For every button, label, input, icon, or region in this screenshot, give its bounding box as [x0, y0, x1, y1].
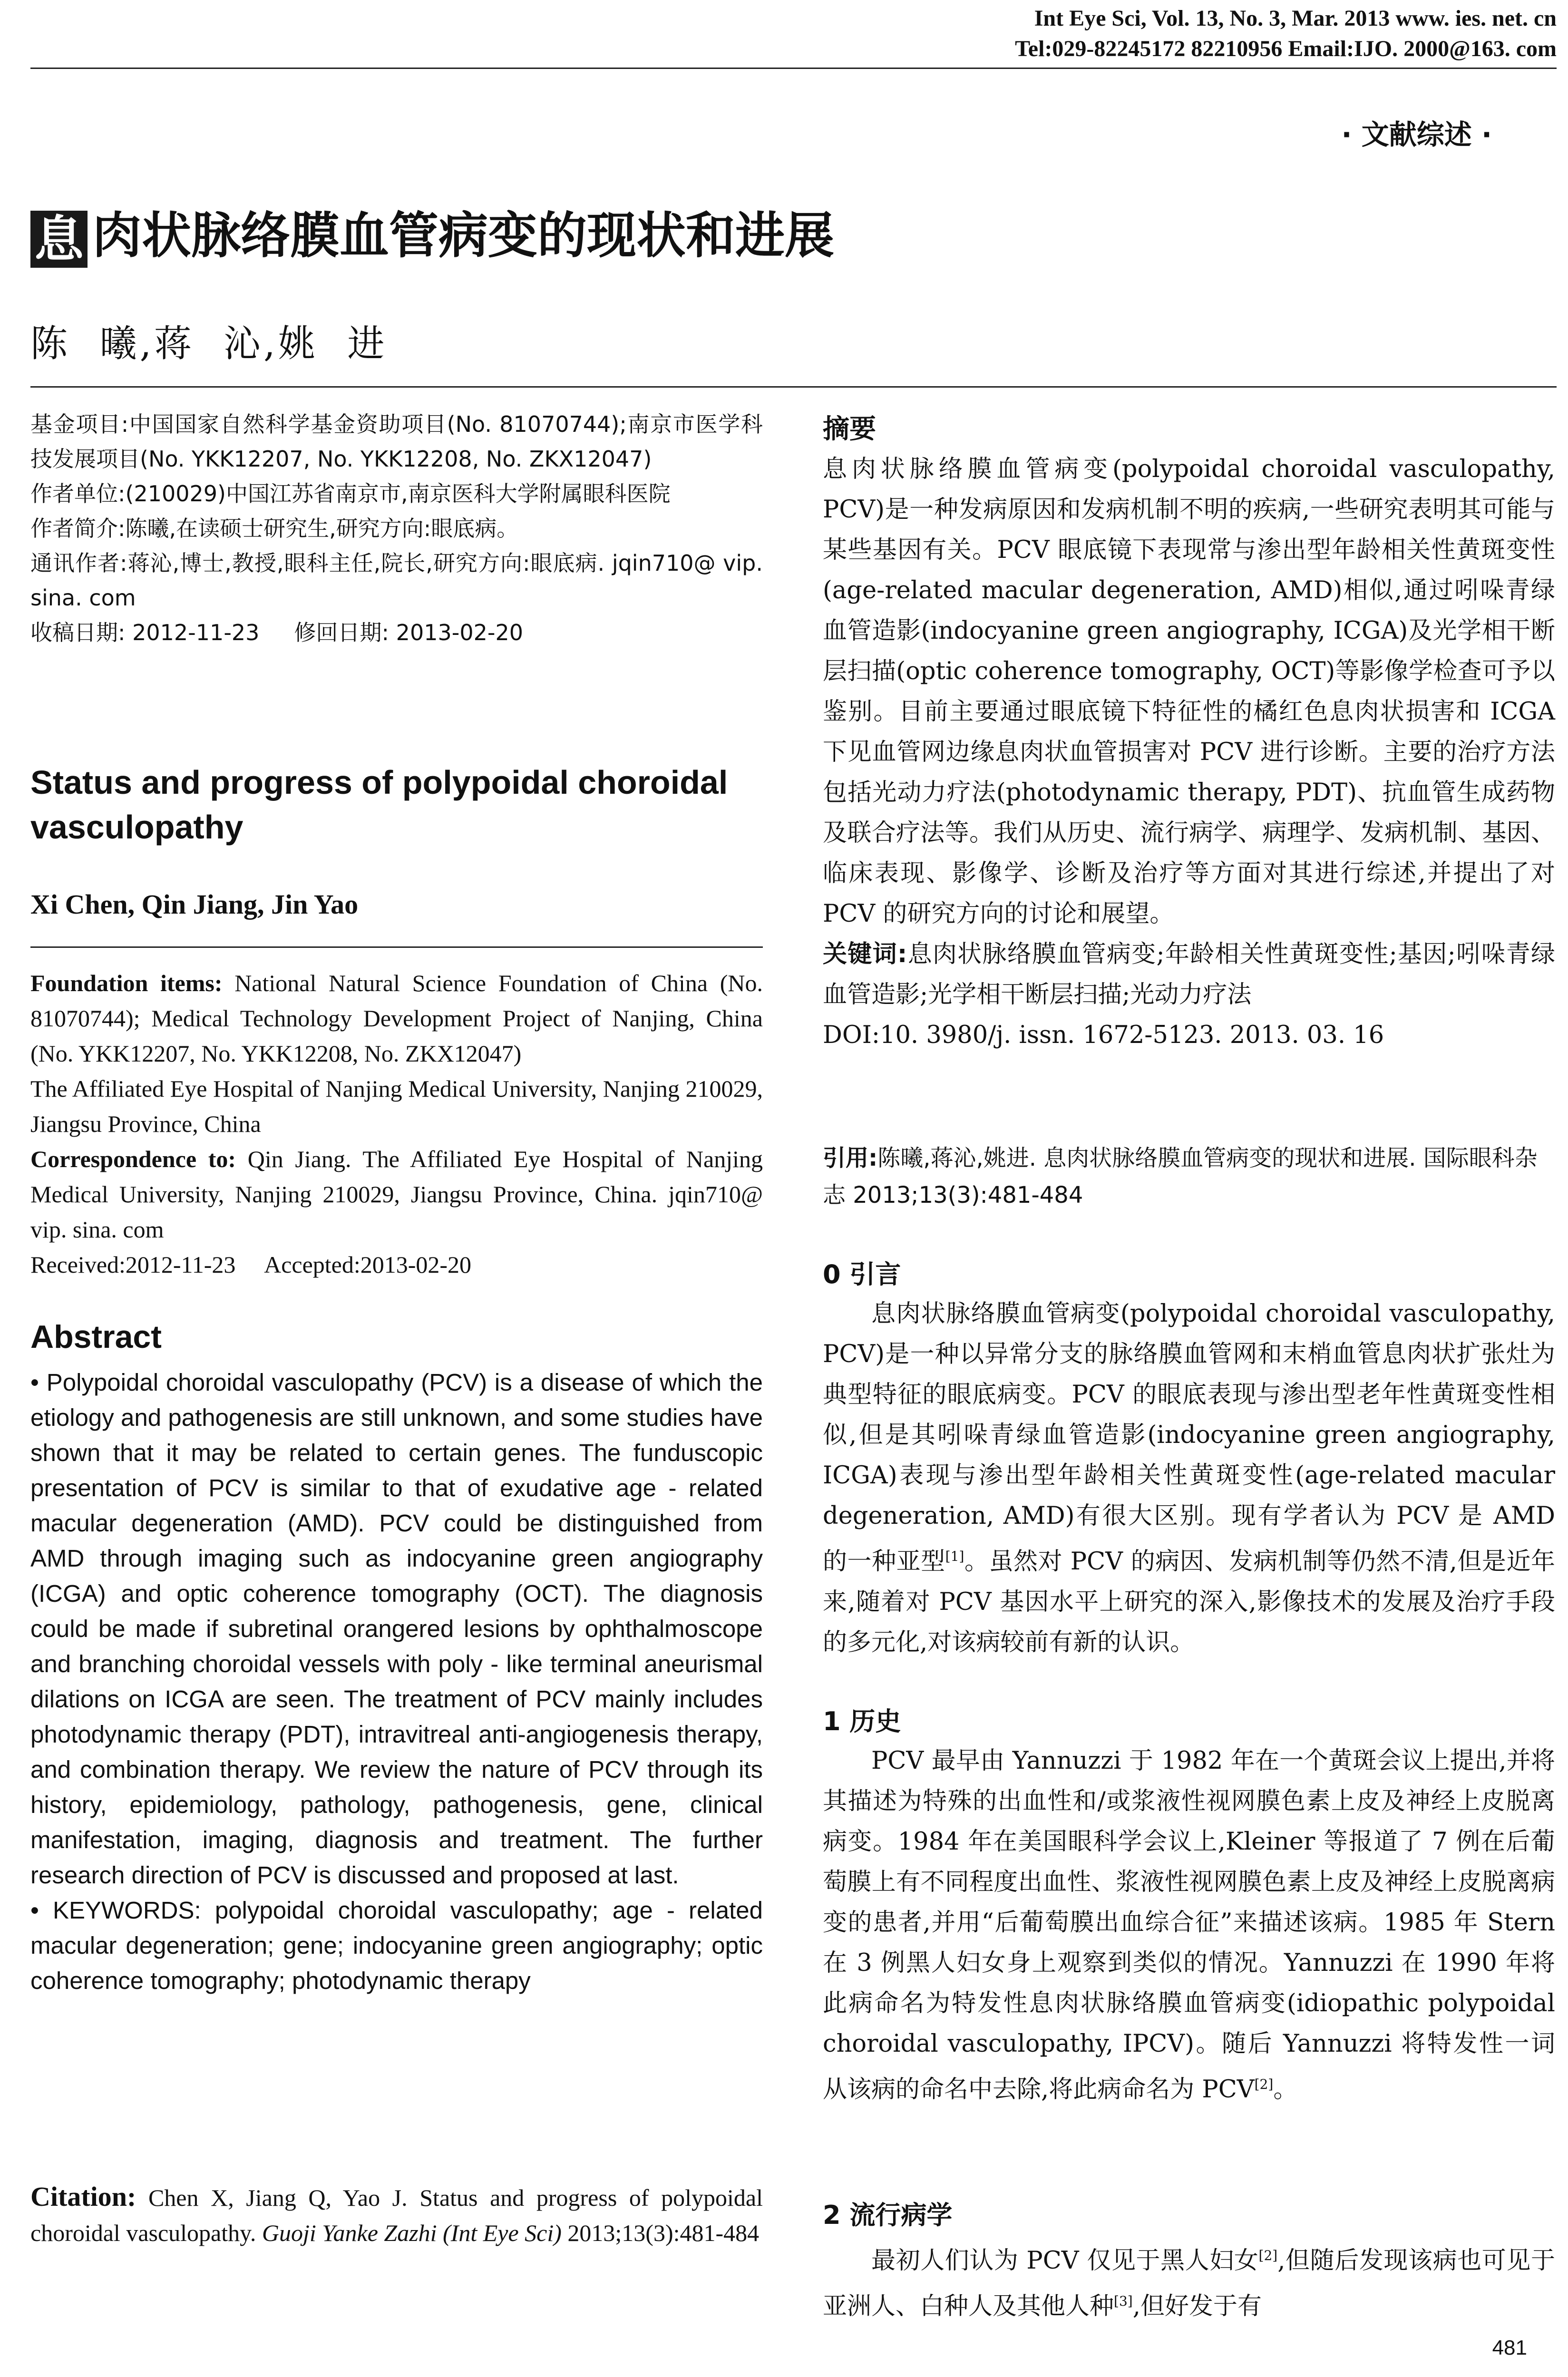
doi: DOI:10. 3980/j. issn. 1672-5123. 2013. 03. 16	[823, 1021, 1384, 1049]
keywords-en: • KEYWORDS: polypoidal choroidal vasculopathy; age - related macular degeneration; gene; indocyanine green angiography; optic coherence tomography; photodynamic therapy	[30, 1897, 763, 1994]
journal-header-line2: Tel:029-82245172 82210956 Email:IJO. 2000@163. com	[1015, 36, 1557, 61]
foundation-label: Foundation items:	[30, 970, 223, 996]
author-bio-cn: 作者简介:陈曦,在读硕士研究生,研究方向:眼底病。	[30, 516, 519, 541]
section-0-text: 息肉状脉络膜血管病变(polypoidal choroidal vasculopathy, PCV)是一种以异常分支的脉络膜血管网和末梢血管息肉状扩张灶为典型特征的眼底病变。PCV 的眼底表现与渗出型老年性黄斑变性相似,但是其吲哚青绿血管造影(indocyanine green angiography, ICGA)表现与渗出型年龄相关性黄斑变性(age-related macular degeneration, AMD)有很大区别。现有学者认为 PCV 是 AMD 的一种亚型	[823, 1300, 1555, 1576]
section-0-heading: 0 引言	[823, 1259, 901, 1289]
citation-en	[30, 2179, 763, 2250]
article-title-cn	[30, 205, 834, 268]
abstract-en-text: • Polypoidal choroidal vasculopathy (PCV) is a disease of which the etiology and pathogenesis are still unknown, and some studies have shown that it may be related to certain genes. The funduscopic presentation of PCV is similar to that of exudative age - related macular degeneration (AMD). PCV could be distinguished from AMD through imaging such as indocyanine green angiography (ICGA) and optic coherence tomography (OCT). The diagnosis could be made if subretinal orangered lesions by ophthalmoscope and branching choroidal vessels with poly - like terminal aneurismal dilations on ICGA are seen. The treatment of PCV mainly includes photodynamic therapy (PDT), intravitreal anti-angiogenesis therapy, and combination therapy. We review the nature of PCV through its history, epidemiology, pathology, pathogenesis, gene, clinical manifestation, imaging, diagnosis and treatment. The further research direction of PCV is discussed and proposed at last.	[30, 1369, 763, 1889]
citation-en-text-a: Chen X, Jiang Q, Yao J. Status and progress of polypoidal choroidal vasculopathy.	[30, 2184, 763, 2246]
affiliation-en: The Affiliated Eye Hospital of Nanjing Medical University, Nanjing 210029, Jiangsu Province, China	[30, 1075, 763, 1137]
section-1-text-end: 。	[1273, 2075, 1298, 2104]
abstract-en	[30, 1365, 763, 1998]
citation-cn-label: 引用:	[823, 1145, 878, 1171]
foundation-text: National Natural Science Foundation of China (No. 81070744); Medical Technology Development Project of Nanjing, China (No. YKK12207, No. YKK12208, No. ZKX12047)	[30, 970, 763, 1067]
keywords-cn-label: 关键词:	[823, 940, 907, 968]
citation-cn-text: 陈曦,蒋沁,姚进. 息肉状脉络膜血管病变的现状和进展. 国际眼科杂志 2013;13(3):481-484	[823, 1145, 1538, 1208]
section-2-text-a: 最初人们认为 PCV 仅见于黑人妇女	[871, 2247, 1259, 2275]
correspondence-en	[30, 1141, 763, 1247]
section-1-text: PCV 最早由 Yannuzzi 于 1982 年在一个黄斑会议上提出,并将其描述为特殊的出血性和/或浆液性视网膜色素上皮及神经上皮脱离病变。1984 年在美国眼科学会议上,Kleiner 等报道了 7 例在后葡萄膜上有不同程度出血性、浆液性视网膜色素上皮及神经上皮脱离病变的患者,并用“后葡萄膜出血综合征”来描述该病。1985 年 Stern 在 3 例黑人妇女身上观察到类似的情况。Yannuzzi 在 1990 年将此病命名为特发性息肉状脉络膜血管病变(idiopathic polypoidal choroidal vasculopathy, IPCV)。随后 Yannuzzi 将特发性一词从该病的命名中去除,将此病命名为 PCV	[823, 1747, 1555, 2104]
title-rest: 肉状脉络膜血管病变的现状和进展	[92, 206, 835, 264]
section-2-text-c: ,但好发于有	[1132, 2292, 1262, 2320]
section-1-heading: 1 历史	[823, 1706, 901, 1736]
ref-2[interactable]: [2]	[1254, 2076, 1274, 2092]
ref-1[interactable]: [1]	[945, 1549, 964, 1564]
authors-cn: 陈 曦,蒋 沁,姚 进	[30, 322, 388, 365]
abstract-cn-heading: 摘要	[823, 414, 876, 445]
title-rule	[30, 386, 1557, 388]
dates-cn: 收稿日期: 2012-11-23 修回日期: 2013-02-20	[30, 620, 524, 645]
page-number: 481	[1492, 2336, 1527, 2359]
section-2-text-b: ,但随后发现该病也可见于亚洲人、白种人及其他人种	[823, 2247, 1556, 2320]
section-1-paragraph	[823, 1741, 1555, 2110]
keywords-cn	[823, 934, 1555, 1015]
dates-en: Received:2012-11-23 Accepted:2013-02-20	[30, 1251, 472, 1278]
citation-en-text-b: 2013;13(3):481-484	[567, 2220, 760, 2246]
abstract-en-heading: Abstract	[30, 1319, 162, 1355]
correspondence-text: Qin Jiang. The Affiliated Eye Hospital of Nanjing Medical University, Nanjing 210029, Jiangsu Province, China. jqin710@ vip. sina. com	[30, 1146, 763, 1243]
section-0-paragraph	[823, 1294, 1555, 1663]
citation-cn	[823, 1140, 1555, 1214]
ref-2b[interactable]: [2]	[1258, 2248, 1278, 2263]
abstract-cn	[823, 449, 1555, 1055]
citation-en-journal: Guoji Yanke Zazhi (Int Eye Sci)	[262, 2220, 562, 2246]
section-tag: · 文献综述 ·	[1341, 118, 1492, 151]
ref-3[interactable]: [3]	[1114, 2293, 1133, 2309]
title-initial-badge: 息	[30, 211, 88, 268]
header-rule	[30, 68, 1557, 69]
keywords-cn-text: 息肉状脉络膜血管病变;年龄相关性黄斑变性;基因;吲哚青绿血管造影;光学相干断层扫描;光动力疗法	[823, 940, 1555, 1009]
section-2-heading: 2 流行病学	[823, 2200, 953, 2230]
front-matter-cn	[30, 407, 763, 650]
front-matter-en	[30, 965, 763, 1282]
funding-cn: 基金项目:中国国家自然科学基金资助项目(No. 81070744);南京市医学科技发展项目(No. YKK12207, No. YKK12208, No. ZKX12047)	[30, 411, 763, 472]
correspondence-label: Correspondence to:	[30, 1146, 236, 1172]
correspondence-cn: 通讯作者:蒋沁,博士,教授,眼科主任,院长,研究方向:眼底病. jqin710@ vip. sina. com	[30, 550, 763, 611]
section-0-text-end: 。虽然对 PCV 的病因、发病机制等仍然不清,但是近年来,随着对 PCV 基因水平上研究的深入,影像技术的发展及治疗手段的多元化,对该病较前有新的认识。	[823, 1548, 1555, 1656]
authors-en: Xi Chen, Qin Jiang, Jin Yao	[30, 889, 359, 920]
abstract-cn-text: 息肉状脉络膜血管病变(polypoidal choroidal vasculopathy, PCV)是一种发病原因和发病机制不明的疾病,一些研究表明其可能与某些基因有关。PCV 眼底镜下表现常与渗出型年龄相关性黄斑变性(age-related macular degeneration, AMD)相似,通过吲哚青绿血管造影(indocyanine green angiography, ICGA)及光学相干断层扫描(optic coherence tomography, OCT)等影像学检查可予以鉴别。目前主要通过眼底镜下特征性的橘红色息肉状损害和 ICGA 下见血管网边缘息肉状血管损害对 PCV 进行诊断。主要的治疗方法包括光动力疗法(photodynamic therapy, PDT)、抗血管生成药物及联合疗法等。我们从历史、流行病学、病理学、发病机制、基因、临床表现、影像学、诊断及治疗等方面对其进行综述,并提出了对 PCV 的研究方向的讨论和展望。	[823, 455, 1555, 928]
journal-header-line1: Int Eye Sci, Vol. 13, No. 3, Mar. 2013 www. ies. net. cn	[1034, 6, 1557, 31]
section-2-paragraph	[823, 2235, 1555, 2327]
citation-en-label: Citation:	[30, 2181, 136, 2212]
authors-en-rule	[30, 946, 763, 948]
affiliation-cn: 作者单位:(210029)中国江苏省南京市,南京医科大学附属眼科医院	[30, 481, 671, 507]
foundation-en	[30, 965, 763, 1071]
article-title-en: Status and progress of polypoidal choroidal vasculopathy	[30, 764, 728, 846]
